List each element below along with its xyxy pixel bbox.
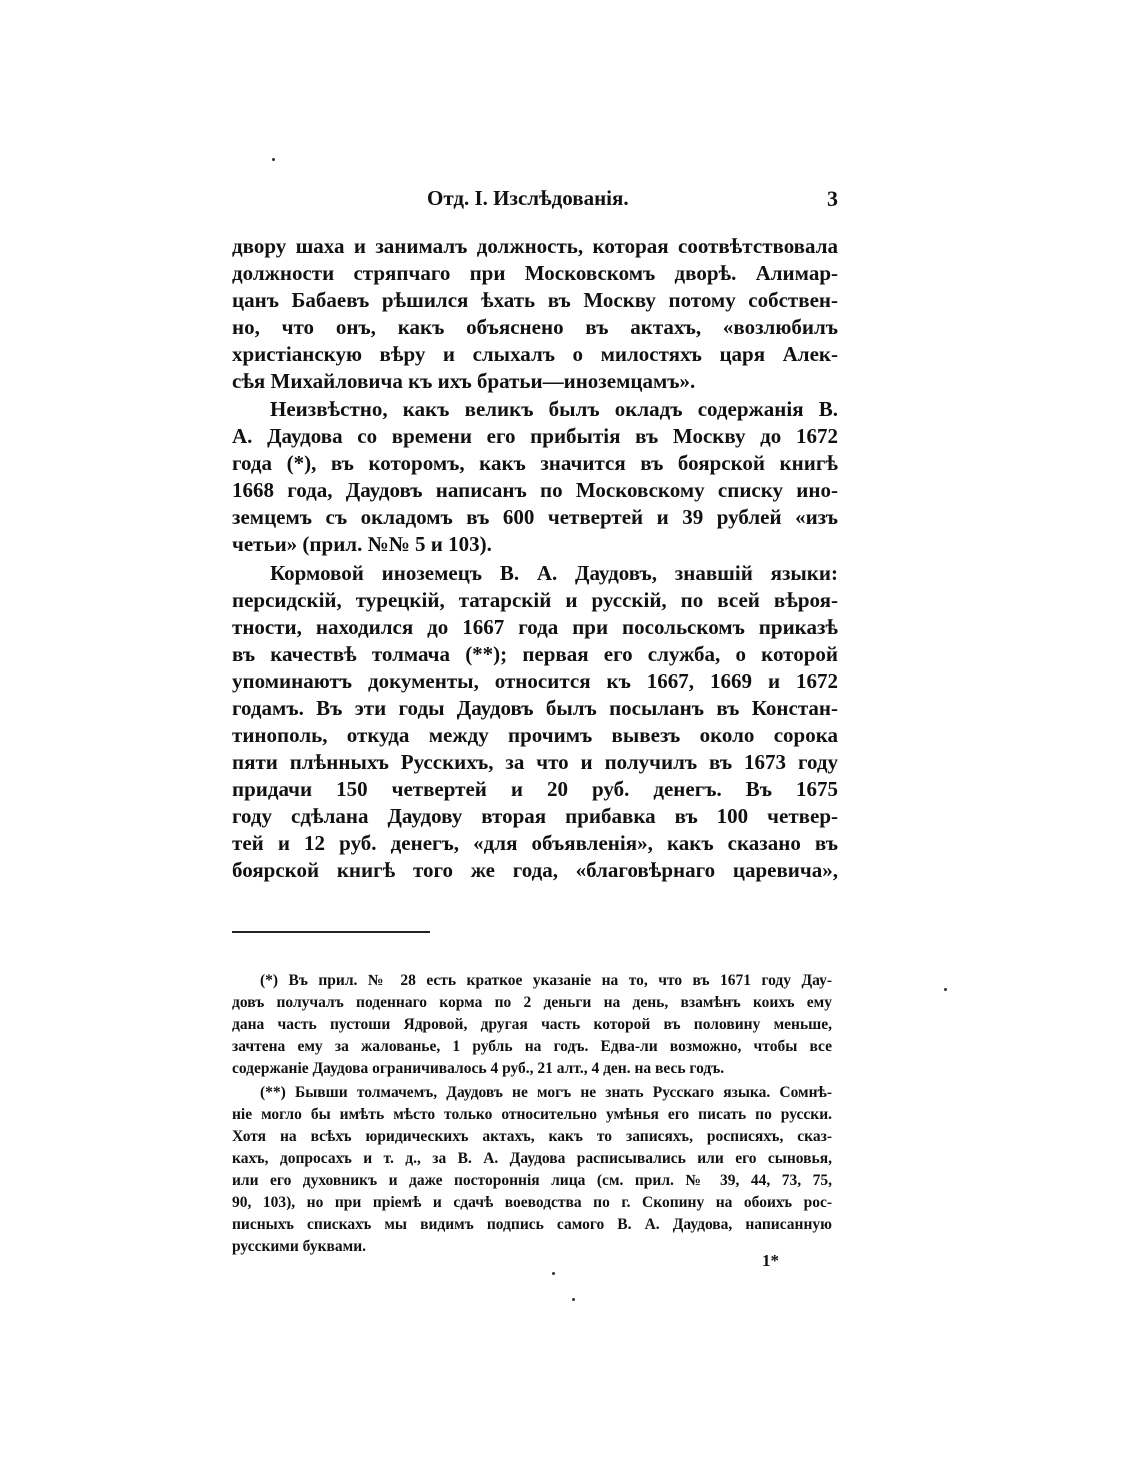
text-line: года (*), въ которомъ, какъ значится въ боярской книгѣ xyxy=(232,451,838,475)
text-line: боярской книгѣ того же года, «благовѣрнаго царевича», xyxy=(232,858,838,882)
text-line: въ качествѣ толмача (**); первая его служба, о которой xyxy=(232,642,838,666)
scan-speck xyxy=(552,1272,555,1275)
text-line: но, что онъ, какъ объяснено въ актахъ, «возлюбилъ xyxy=(232,315,838,339)
scan-speck xyxy=(272,158,275,161)
footnote-line: писныхъ спискахъ мы видимъ подпись самого В. А. Даудова, написанную xyxy=(232,1216,832,1233)
text-line: четьи» (прил. №№ 5 и 103). xyxy=(232,532,492,556)
running-head xyxy=(232,186,838,216)
scan-speck xyxy=(944,988,947,991)
footnote-line: зачтена ему за жалованье, 1 рубль на годъ. Едва-ли возможно, чтобы все xyxy=(232,1038,832,1055)
footnote-line: Хотя на всѣхъ юридическихъ актахъ, какъ то записяхъ, росписяхъ, сказ- xyxy=(232,1128,832,1145)
text-line: годамъ. Въ эти годы Даудовъ былъ посыланъ въ Констан- xyxy=(232,696,838,720)
text-line: земцемъ съ окладомъ въ 600 четвертей и 39 рублей «изъ xyxy=(232,505,838,529)
text-line: тей и 12 руб. денегъ, «для объявленія», какъ сказано въ xyxy=(232,831,838,855)
text-line: должности стряпчаго при Московскомъ дворѣ. Алимар- xyxy=(232,261,838,285)
text-line: 1668 года, Даудовъ написанъ по Московскому списку ино- xyxy=(232,478,838,502)
footnote-line: (**) Бывши толмачемъ, Даудовъ не могъ не знать Русскаго языка. Сомнѣ- xyxy=(260,1084,832,1101)
text-line: тинополь, откуда между прочимъ вывезъ около сорока xyxy=(232,723,838,747)
paragraph-start-line: Неизвѣстно, какъ великъ былъ окладъ содержанія В. xyxy=(270,397,838,421)
text-line: христіанскую вѣру и слыхалъ о милостяхъ царя Алек- xyxy=(232,342,838,366)
footnote-line: русскими буквами. xyxy=(232,1238,366,1255)
running-title: Отд. I. Изслѣдованія. xyxy=(427,186,629,210)
footnote-line: или его духовникъ и даже постороннія лица (см. прил. № 39, 44, 73, 75, xyxy=(232,1172,832,1189)
text-line: пяти плѣнныхъ Русскихъ, за что и получилъ въ 1673 году xyxy=(232,750,838,774)
text-line: А. Даудова со времени его прибытія въ Москву до 1672 xyxy=(232,424,838,448)
footnote-line: кахъ, допросахъ и т. д., за В. А. Даудова расписывались или его сыновья, xyxy=(232,1150,832,1167)
text-line: тности, находился до 1667 года при посольскомъ приказѣ xyxy=(232,615,838,639)
text-line: упоминаютъ документы, относится къ 1667, 1669 и 1672 xyxy=(232,669,838,693)
text-line: придачи 150 четвертей и 20 руб. денегъ. Въ 1675 xyxy=(232,777,838,801)
footnote-line: содержаніе Даудова ограничивалось 4 руб., 21 алт., 4 ден. на весь годъ. xyxy=(232,1060,725,1077)
footnote-line: (*) Въ прил. № 28 есть краткое указаніе на то, что въ 1671 году Дау- xyxy=(260,972,832,989)
text-line: году сдѣлана Даудову вторая прибавка въ 100 четвер- xyxy=(232,804,838,828)
footnote-divider xyxy=(232,931,430,933)
footnote-line: 90, 103), но при пріемѣ и сдачѣ воеводства по г. Скопину на обоихъ рос- xyxy=(232,1194,832,1211)
page-number: 3 xyxy=(827,186,838,211)
paragraph-start-line: Кормовой иноземецъ В. А. Даудовъ, знавшій языки: xyxy=(270,561,838,585)
footnote-line: дана часть пустоши Ядровой, другая часть которой въ половину меньше, xyxy=(232,1016,832,1033)
text-line: двору шаха и занималъ должность, которая соотвѣтствовала xyxy=(232,234,838,258)
footnote-line: довъ получалъ поденнаго корма по 2 деньги на день, взамѣнъ коихъ ему xyxy=(232,994,832,1011)
text-line: цанъ Бабаевъ рѣшился ѣхать въ Москву потому собствен- xyxy=(232,288,838,312)
text-line: персидскій, турецкій, татарскій и русскій, по всей вѣроя- xyxy=(232,588,838,612)
signature-mark: 1* xyxy=(762,1251,779,1270)
footnote-line: ніе могло бы имѣть мѣсто только относительно умѣнья его писать по русски. xyxy=(232,1106,832,1123)
text-line: сѣя Михайловича къ ихъ братьи—иноземцамъ». xyxy=(232,369,696,393)
scan-speck xyxy=(572,1298,575,1301)
